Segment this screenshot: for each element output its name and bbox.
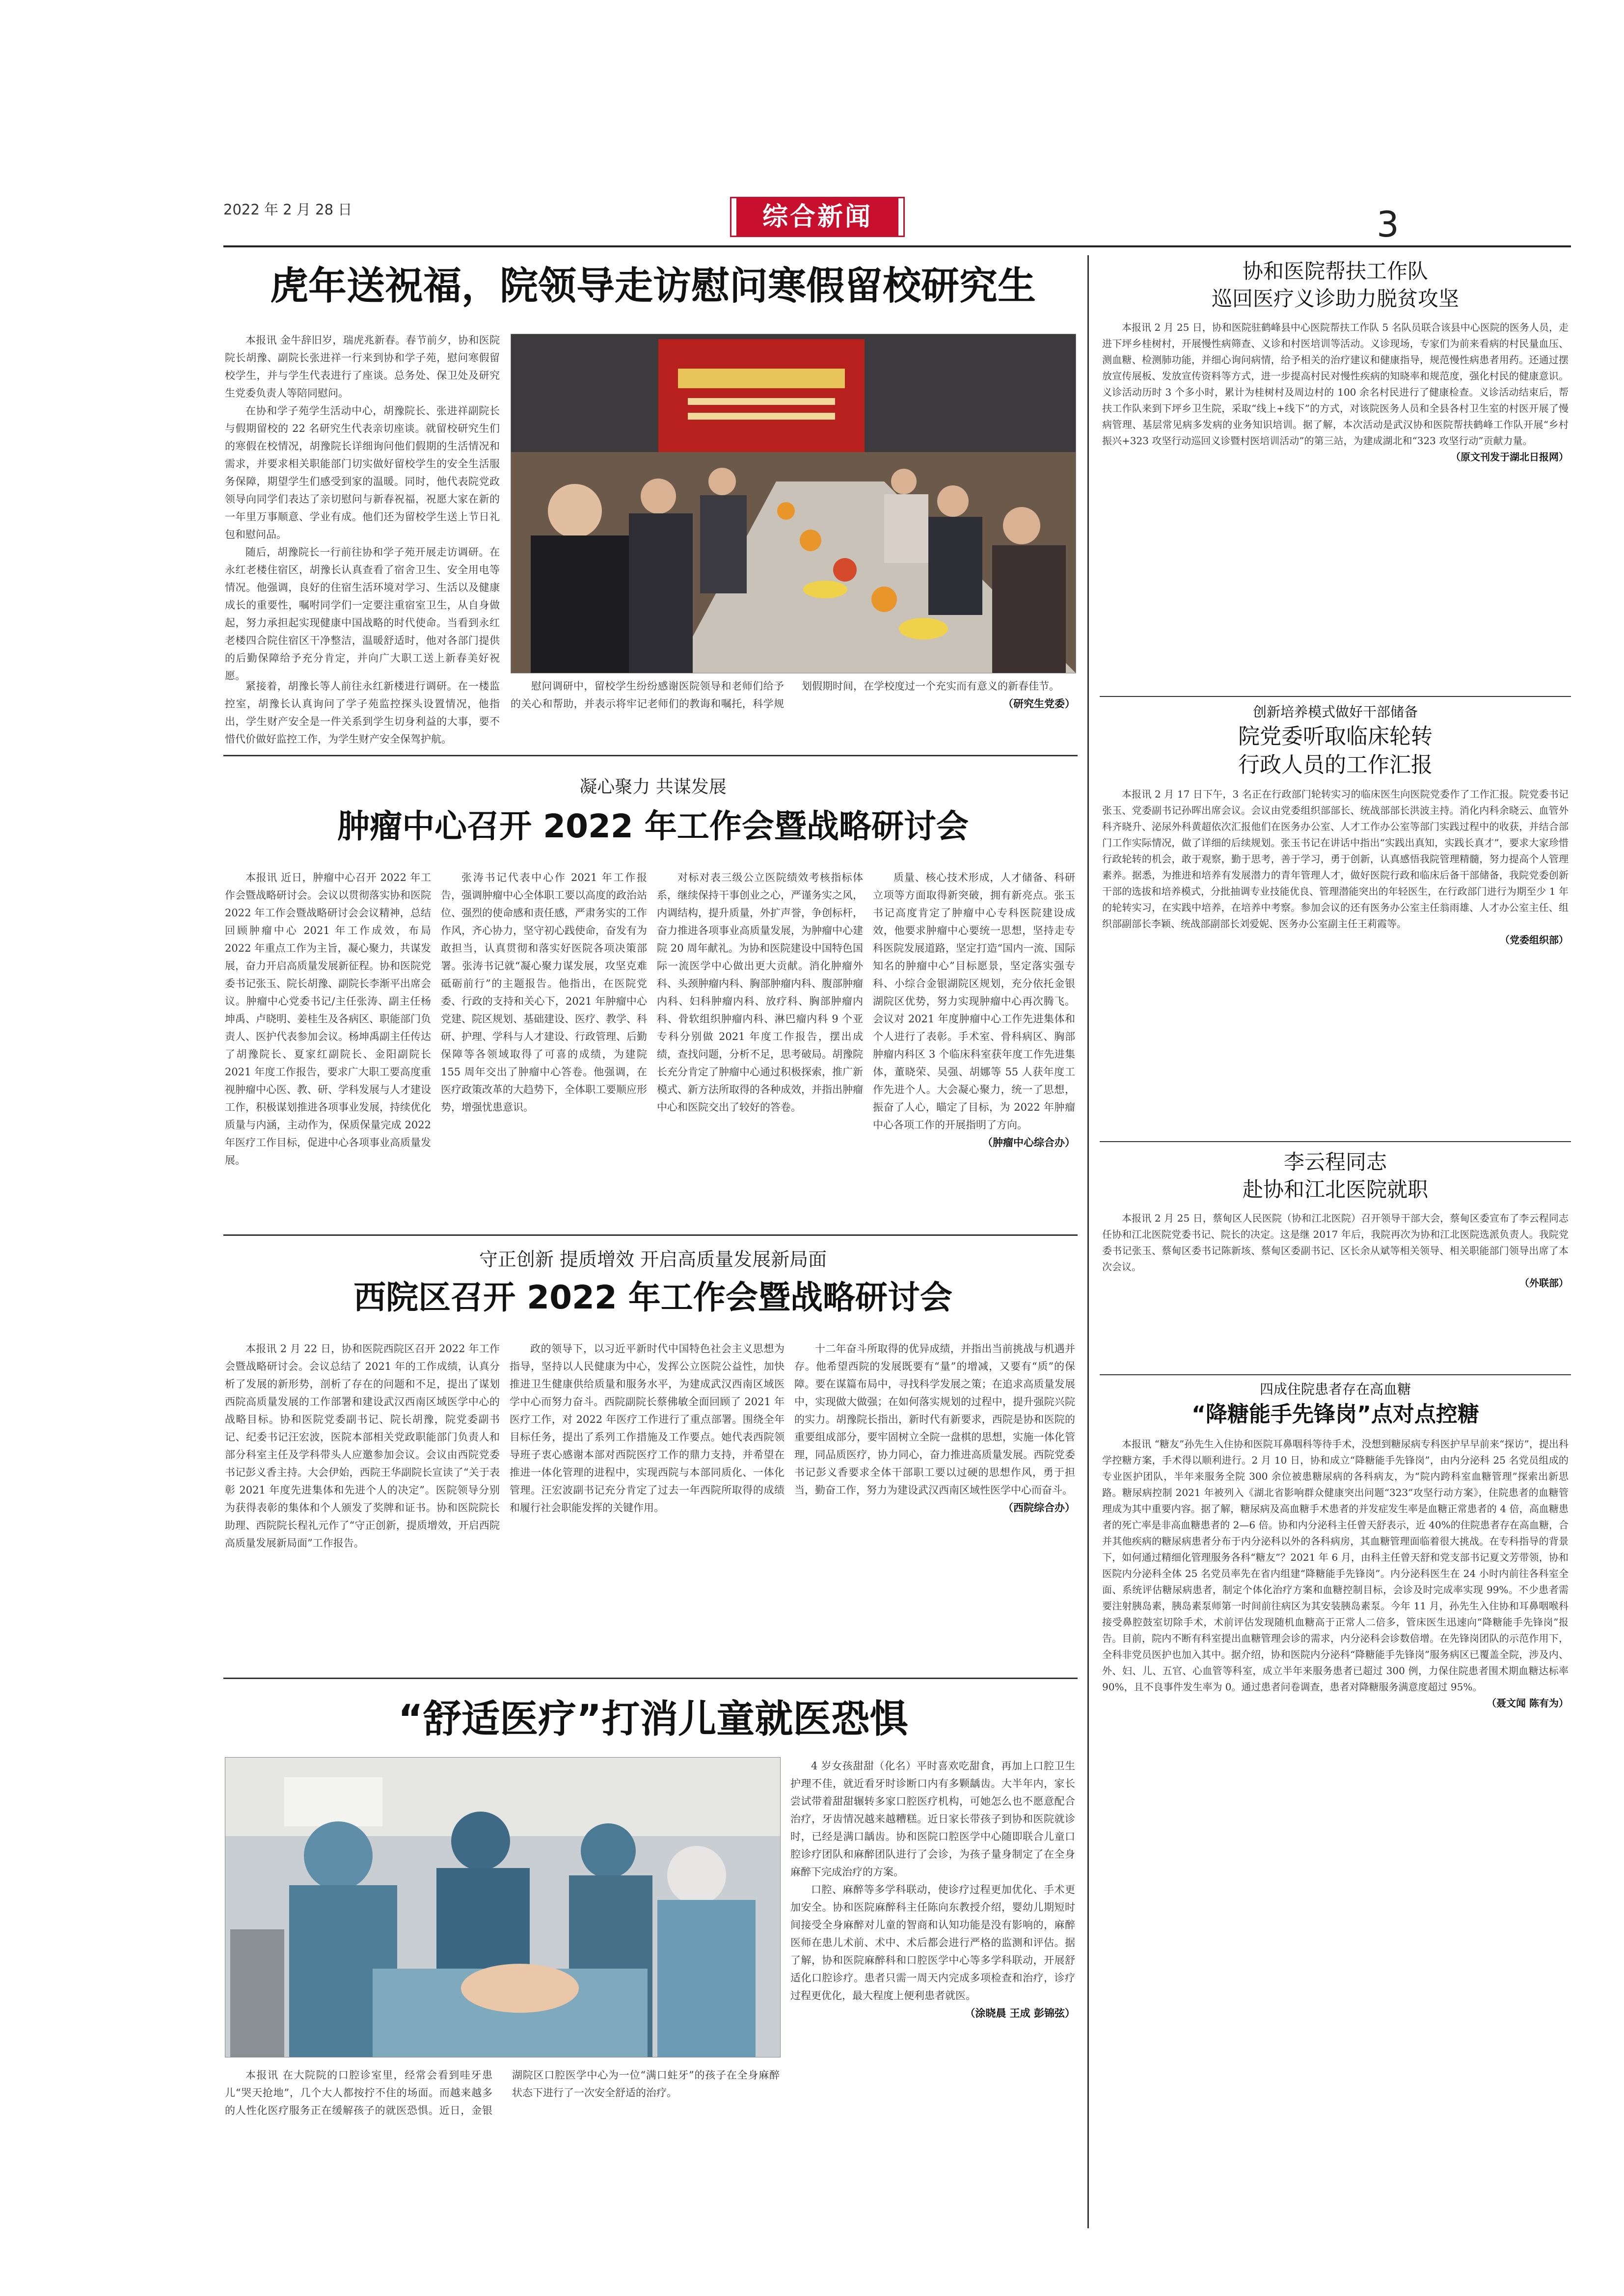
article3-col1: [225, 1340, 500, 1552]
article4-col1-text: [225, 2066, 780, 2119]
article2-text-1: 本报讯 近日，肿瘤中心召开 2022 年工作会暨战略研讨会。会议以贯彻落实协和医院 2022 年工作会暨战略研讨会会议精神，总结回顾肿瘤中心 2021 年工作成效，布局 2022 年重点工作为主旨，凝心聚力，共谋发展，奋力开启高质量发展新征程。协和医院党委书记张玉、院长胡豫、副院长李渐平出席会议。肿瘤中心党委书记/主任张涛、副主任杨坤禹、卢晓明、姜桂生及各病区、职能部门负责人、医护代表参加会议。杨坤禹副主任传达了胡豫院长、夏家红副院长、金阳副院长 2021 年度工作报告，要求广大职工要高度重视肿瘤中心医、教、研、学科发展与人才建设工作，积极谋划推进各项事业发展，持续优化质量与内涵，主动作为，保质保量完成 2022 年医疗工作目标，促进中心各项事业高质量发展。: [225, 872, 431, 1166]
right-article3-text: 本报讯 2 月 25 日，蔡甸区人民医院（协和江北医院）召开领导干部大会，蔡甸区委宣布了李云程同志任协和江北医院党委书记、院长的决定。这是继 2017 年后，我院再次为协和江北医院选派负责人。我院党委书记张玉、蔡甸区委书记陈新垓、蔡甸区委副书记、区长余从斌等相关领导、相关职能部门领导出席了本次会议。: [1102, 1212, 1569, 1273]
masthead-rule: [223, 245, 1571, 247]
article1-p2: 在协和学子苑学生活动中心，胡豫院长、张进祥副院长与假期留校的 22 名研究生代表亲切座谈。就留校研究生们的寒假在校情况，胡豫院长详细询问他们假期的生活情况和需求，并要求相关职能部门切实做好留校学生的安全生活服务保障，期望学生们感受到家的温暖。同时，他代表院党政领导向同学们表达了亲切慰问与新春祝福，祝愿大家在新的一年里万事顺意、学业有成。他们还为留校学生送上节日礼包和慰问品。: [225, 405, 500, 540]
right-article3-title-2: 赴协和江北医院就职: [1242, 1177, 1428, 1201]
right-article1-credit: （原文刊发于湖北日报网）: [1451, 451, 1569, 463]
right-article2-body: [1102, 786, 1569, 948]
right-divider-2: [1100, 1141, 1571, 1142]
article4-title: “舒适医疗”打消儿童就医恐惧: [398, 1697, 908, 1741]
article3-title: 西院区召开 2022 年工作会暨战略研讨会: [353, 1279, 952, 1316]
article4-credit: （涂晓晨 王成 彭锦弦）: [965, 2007, 1075, 2019]
article3-text-1: 本报讯 2 月 22 日，协和医院西院区召开 2022 年工作会暨战略研讨会。会议总结了 2021 年的工作成绩，认真分析了发展的新形势，剖析了存在的问题和不足，提出了谋划西院高质量发展的工作部署和建设武汉西南区域医学中心的战略目标。协和医院党委副书记、院长胡豫，院党委副书记、纪委书记汪宏波，医院本部相关党政职能部门负责人和部分科室主任及学科带头人应邀参加会议。会议由西院党委书记彭义香主持。大会伊始，西院王华副院长宣读了“关于表彰 2021 年度先进集体和先进个人的决定”。医院领导分别为获得表彰的集体和个人颁发了奖牌和证书。协和医院院长助理、西院院长程礼元作了“守正创新，提质增效，开启西院高质量发展新局面”工作报告。: [225, 1343, 500, 1549]
article2-credit: （肿瘤中心综合办）: [982, 1136, 1075, 1148]
article3-divider: [223, 1678, 1078, 1679]
dental-surgery-photo: [225, 1758, 780, 2057]
right-article3-title-1: 李云程同志: [1283, 1150, 1387, 1174]
right-article4-kicker: 四成住院患者存在高血糖: [1259, 1381, 1411, 1397]
article1-col2: [511, 677, 1075, 713]
right-divider-3: [1100, 1374, 1571, 1375]
article2-divider: [223, 1234, 1078, 1236]
right-article2-text: 本报讯 2 月 17 日下午，3 名正在行政部门轮转实习的临床医生向医院党委作了工作汇报。院党委书记张玉、党委副书记孙晖出席会议。会议由党委组织部部长、统战部部长洪波主持。消化内科余晓云、血管外科齐晓升、泌尿外科黄超依次汇报他们在医务办公室、人才工作办公室等部门实践过程中的收获，并结合部门工作实际情况，做了详细的后续规划。张玉书记在讲话中指出“实践出真知，实践长真才”，要求大家珍惜行政轮转的机会，敢于观察，勤于思考，善于学习，勇于创新，认真感悟我院管理精髓，努力提高个人管理素养。据悉，为推进和培养有发展潜力的青年管理人才，做好医院行政和临床后备干部储备，我院党委创新干部的选拔和培养模式，分批抽调专业技能优良、管理潜能突出的年轻医生，在行政部门进行为期至少 1 年的轮转实习，在实践中培养，在培养中考察。参加会议的还有医务办公室主任翁雨雄、人才办公室主任、组织部副部长李颖、统战部副部长刘爱妮、医务办公室副主任王莉霞等。: [1102, 788, 1569, 930]
right-article4-title: “降糖能手先锋岗”点对点控糖: [1191, 1402, 1479, 1427]
right-article3-credit: （外联部）: [1519, 1277, 1569, 1289]
article3-col3: [794, 1340, 1075, 1517]
article3-kicker: 守正创新 提质增效 开启高质量发展新局面: [479, 1249, 827, 1270]
right-article1-body: [1102, 320, 1569, 465]
article2-text-3: 对标对表三级公立医院绩效考核指标体系，继续保持干事创业之心，严谨务实之风，内调结构，提升质量，外扩声誉，争创标杆，奋力推进各项事业高质量发展，为肿瘤中心建院 20 周年献礼。为协和医院建设中国特色国际一流医学中心做出更大贡献。消化肿瘤外科、头颈肿瘤内科、胸部肿瘤内科、腹部肿瘤内科、妇科肿瘤内科、放疗科、胸部肿瘤内科、骨软组织肿瘤内科、淋巴瘤内科 9 个亚专科分别做 2021 年度工作报告，摆出成绩，查找问题，分析不足，思考破局。胡豫院长充分肯定了肿瘤中心通过积极探索，推广新模式、新方法所取得的各种成效，并指出肿瘤中心和医院交出了较好的答卷。: [657, 872, 863, 1113]
article2-text-4: 质量、核心技术形成，人才储备、科研立项等方面取得新突破，拥有新亮点。张玉书记高度肯定了肿瘤中心专科医院建设成效，他要求肿瘤中心要统一思想，坚持走专科医院发展道路，坚定打造“国内一流、国际知名的肿瘤中心”目标愿景，坚定落实强专科、小综合金银湖院区规划，充分依托金银湖院区优势，努力实现肿瘤中心再次腾飞。会议对 2021 年度肿瘤中心工作先进集体和个人进行了表彰。手术室、骨科病区、胸部肿瘤内科区 3 个临床科室获年度工作先进集体，董晓荣、吴强、胡娜等 55 人获年度工作先进个人。大会凝心聚力，统一了思想，振奋了人心，瞄定了目标，为 2022 年肿瘤中心各项工作的开展指明了方向。: [873, 872, 1075, 1131]
article1-col1b: [225, 677, 500, 748]
column-divider: [1087, 255, 1089, 2228]
article2-col2: [441, 869, 647, 1116]
right-article2-credit: （党委组织部）: [1500, 934, 1569, 946]
right-article4-body: [1102, 1436, 1569, 1711]
article1-credit: （研究生党委）: [1003, 697, 1075, 710]
article4-text-1: 本报讯 在大院院的口腔诊室里，经常会看到哇牙患儿“哭天抢地”，几个大人都按拧不住的场面。而越来越多的人性化医疗服务正在缓解孩子的就医恐惧。近日，金银湖院区口腔医学中心为一位“满口蛀牙”的孩子在全身麻醉状态下进行了一次安全舒适的治疗。: [225, 2069, 780, 2116]
article1-p5: 慰问调研中，留校学生纷纷感谢医院领导和老师们给予的关心和帮助，并表示将牢记老师们的教诲和嘱托，科学规划假期时间，在学校度过一个充实而有意义的新春佳节。: [511, 680, 1059, 710]
right-article1-text: 本报讯 2 月 25 日，协和医院驻鹤峰县中心医院帮扶工作队 5 名队员联合该县中心医院的医务人员，走进下坪乡桂树村，开展慢性病筛查、义诊和村医培训等活动。义诊现场，专家们为前来看病的村民量血压、测血糖、检测肺功能，并细心询问病情，给予相关的治疗建议和健康指导，规范慢性病患者用药。还通过摆放宣传展板、发放宣传资料等方式，进一步提高村民对慢性疾病的知晓率和规范度，强化村民的健康意识。义诊活动历时 3 个多小时，累计为桂树村及周边村的 100 余名村民进行了健康检查。义诊活动结束后，帮扶工作队来到下坪乡卫生院，采取“线上+线下”的方式，对该院医务人员和全县各村卫生室的村医开展了慢病管理、基层常见病多发病的业务知识培训。据了解，本次活动是武汉协和医院帮扶鹤峰工作队开展“乡村振兴+323 攻坚行动巡回义诊暨村医培训活动”的第三站，为建成湖北和“323 攻坚行动”贡献力量。: [1102, 321, 1569, 447]
article1-col1: [225, 331, 500, 685]
right-article1-title-1: 协和医院帮扶工作队: [1242, 259, 1428, 283]
article3-text-2: 政的领导下，以习近平新时代中国特色社会主义思想为指导，坚持以人民健康为中心，发挥公立医院公益性，加快推进卫生健康供给质量和服务水平，为建成武汉西南区域医学中心而努力奋斗。西院副院长蔡佛敏全面回顾了 2021 年医疗工作，对 2022 年医疗工作进行了重点部署。围绕全年目标任务，提出了系列工作措施及工作要点。她代表西院领导班子衷心感谢本部对西院医疗工作的鼎力支持，并希望在推进一体化管理的进程中，实现西院与本部同质化、一体化管理。汪宏波副书记充分肯定了过去一年西院所取得的成绩和履行社会职能发挥的关键作用。: [510, 1343, 785, 1514]
article1-p1: 本报讯 金牛辞旧岁，瑞虎兆新春。春节前夕，协和医院院长胡豫、副院长张进祥一行来到协和学子苑，慰问寒假留校学生，并与学生代表进行了座谈。总务处、保卫处及研究生党委负责人等陪同慰问。: [225, 334, 500, 399]
right-article1-title-2: 巡回医疗义诊助力脱贫攻坚: [1211, 287, 1459, 311]
right-article1: [1102, 258, 1569, 465]
right-article4: [1102, 1379, 1569, 1711]
article4-col3: [790, 1757, 1075, 2022]
article2-col4: [873, 869, 1075, 1151]
article1-title: 虎年送祝福，院领导走访慰问寒假留校研究生: [270, 264, 1036, 308]
article2-kicker: 凝心聚力 共谋发展: [579, 777, 727, 797]
right-divider-1: [1100, 696, 1571, 697]
article4-photo: [225, 1757, 781, 2057]
article1-photo: [511, 334, 1076, 673]
article2-title: 肿瘤中心召开 2022 年工作会暨战略研讨会: [337, 807, 969, 845]
right-article4-credit: （聂文闻 陈有为）: [1487, 1697, 1569, 1709]
article2-col1: [225, 869, 431, 1169]
article3-text-3: 十二年奋斗所取得的优异成绩，并指出当前挑战与机遇并存。他希望西院的发展既要有“量”的增减，又要有“质”的保障。要在谋篇布局中，寻找科学发展之策；在追求高质量发展中，实现做大做强；在如何落实规划的过程中，提升强院兴院的实力。胡豫院长指出，新时代有新要求，西院是协和医院的重要组成部分，要牢固树立全院一盘棋的思想，实施一体化管理，同品质医疗，协力同心，奋力推进高质量发展。西院党委书记彭义香要求全体干部职工要以过硬的思想作风，勇于担当，勤奋工作，努力为建设武汉西南区域性医学中心而奋斗。: [794, 1343, 1075, 1496]
article1-p4: 紧接着，胡豫长等人前往永红新楼进行调研。在一楼监控室，胡豫长认真询问了学子苑监控探头设置情况，他指出，学生财产安全是一件关系到学生切身利益的大事，要不惜代价做好监控工作，为学生财产安全保驾护航。: [225, 680, 500, 745]
right-article2-kicker: 创新培养模式做好干部储备: [1252, 704, 1418, 720]
right-article2: [1102, 702, 1569, 948]
article2-text-2: 张涛书记代表中心作 2021 年工作报告，强调肿瘤中心全体职工要以高度的政治站位、强烈的使命感和责任感，严肃务实的工作作风，齐心协力，坚守初心践使命，奋发有为敢担当，认真贯彻和落实好医院各项决策部署。张涛书记就“凝心聚力谋发展，攻坚克难砥砺前行”的主题报告。他指出，在医院党委、行政的支持和关心下，2021 年肿瘤中心党建、院区规划、基础建设、医疗、教学、科研、护理、学科与人才建设、行政管理、后勤保障等各领域取得了可喜的成绩，为建院 155 周年交出了肿瘤中心答卷。他强调，在医疗政策改革的大趋势下，全体职工要顺应形势，增强忧患意识。: [441, 872, 647, 1113]
article2-col3: [657, 869, 863, 1116]
article4-text-2: 4 岁女孩甜甜（化名）平时喜欢吃甜食，再加上口腔卫生护理不佳，就近看牙时诊断口内有多颗龋齿。大半年内，家长尝试带着甜甜辗转多家口腔医疗机构，可她怎么也不愿意配合治疗，牙齿情况越来越糟糕。近日家长带孩子到协和医院就诊时，已经是满口龋齿。协和医院口腔医学中心随即联合儿童口腔诊疗团队和麻醉团队进行了会诊，为孩子量身制定了在全身麻醉下完成治疗的方案。: [790, 1760, 1075, 1878]
article1-p3: 随后，胡豫院长一行前往协和学子苑开展走访调研。在永红老楼住宿区，胡豫长认真查看了宿舍卫生、安全用电等情况。他强调，良好的住宿生活环境对学习、生活以及健康成长的重要性，嘱咐同学们一定要注重宿室卫生，从自身做起，努力承担起实现健康中国战略的时代使命。当看到永红老楼四合院住宿区干净整洁，温暖舒适时，他对各部门提供的后勤保障给予充分肯定，并向广大职工送上新春美好祝愿。: [225, 546, 500, 682]
article1-divider: [223, 755, 1078, 756]
right-article2-title-1: 院党委听取临床轮转: [1238, 724, 1433, 749]
right-article4-text: 本报讯 “糖友”孙先生入住协和医院耳鼻咽科等待手术，没想到糖尿病专科医护早早前来“探访”，提出科学控糖方案，手术得以顺利进行。2 月 10 日，协和成立“降糖能手先锋岗”，由内分泌科 25 名党员组成的专业医护团队，半年来服务全院 300 余位被患糖尿病的各科病友，为“院内跨科室血糖管理”探索出新思路。糖尿病控制 2021 年被列入《湖北省影响群众健康突出问题“323”攻坚行动方案》，住院患者的血糖管理成为其中重要内容。据了解，糖尿病及高血糖手术患者的并发症发生率是血糖正常患者的 4 倍，高血糖患者的死亡率是非高血糖患者的 2—6 倍。协和内分泌科主任曾天舒表示，近 40%的住院患者存在高血糖，合并其他疾病的糖尿病患者分布于内分泌科以外的各科病房，其血糖管理面临着很大挑战。在专科指导的背景下，如何通过精细化管理服务各科“糖友”？2021 年 6 月，由科主任曾天舒和党支部书记夏文芳带领，协和医院内分泌科全体 25 名党员率先在省内组建“降糖能手先锋岗”。内分泌科医生在 24 小时内前往各科室全面、系统评估糖尿病患者，制定个体化治疗方案和血糖控制目标，会诊及时完成率实现 99%。不少患者需要注射胰岛素，胰岛素泵师第一时间前往病区为其安装胰岛素泵。今年 11 月，孙先生入住协和耳鼻咽喉科接受鼻腔鼓室切除手术，术前评估发现随机血糖高于正常人二倍多，管床医生迅速向“降糖能手先锋岗”报告。目前，院内不断有科室提出血糖管理会诊的需求，内分泌科会诊数倍增。在先锋岗团队的示范作用下，全科非党员医护也加入其中。据介绍，协和医院内分泌科“降糖能手先锋岗”服务病区已覆盖全院，涉及内、外、妇、儿、五官、心血管等科室，成立半年来服务患者已超过 300 例，力保住院患者围术期血糖达标率 90%，且不良事件发生率为 0。通过患者问卷调查，患者对降糖服务满意度超过 95%。: [1102, 1438, 1569, 1693]
right-article3: [1102, 1148, 1569, 1291]
right-article2-title-2: 行政人员的工作汇报: [1238, 752, 1433, 777]
article4-text-3: 口腔、麻醉等多学科联动，使诊疗过程更加优化、手术更加安全。协和医院麻醉科主任陈向东教授介绍，婴幼儿期短时间接受全身麻醉对儿童的智商和认知功能是没有影响的，麻醉医师在患儿术前、术中、术后都会进行严格的监测和评估。据了解，协和医院麻醉科和口腔医学中心等多学科联动，开展舒适化口腔诊疗。患者只需一周天内完成多项检查和治疗，诊疗过程更优化，最大程度上便利患者就医。: [790, 1884, 1075, 2002]
section-banner: 综合新闻: [731, 198, 903, 236]
article3-col2: [510, 1340, 785, 1517]
issue-date: 2022 年 2 月 28 日: [223, 201, 352, 218]
right-article3-body: [1102, 1210, 1569, 1291]
meeting-room-photo: [511, 334, 1076, 673]
page-number: 3: [1377, 204, 1399, 245]
article3-credit: （西院综合办）: [1003, 1501, 1075, 1514]
